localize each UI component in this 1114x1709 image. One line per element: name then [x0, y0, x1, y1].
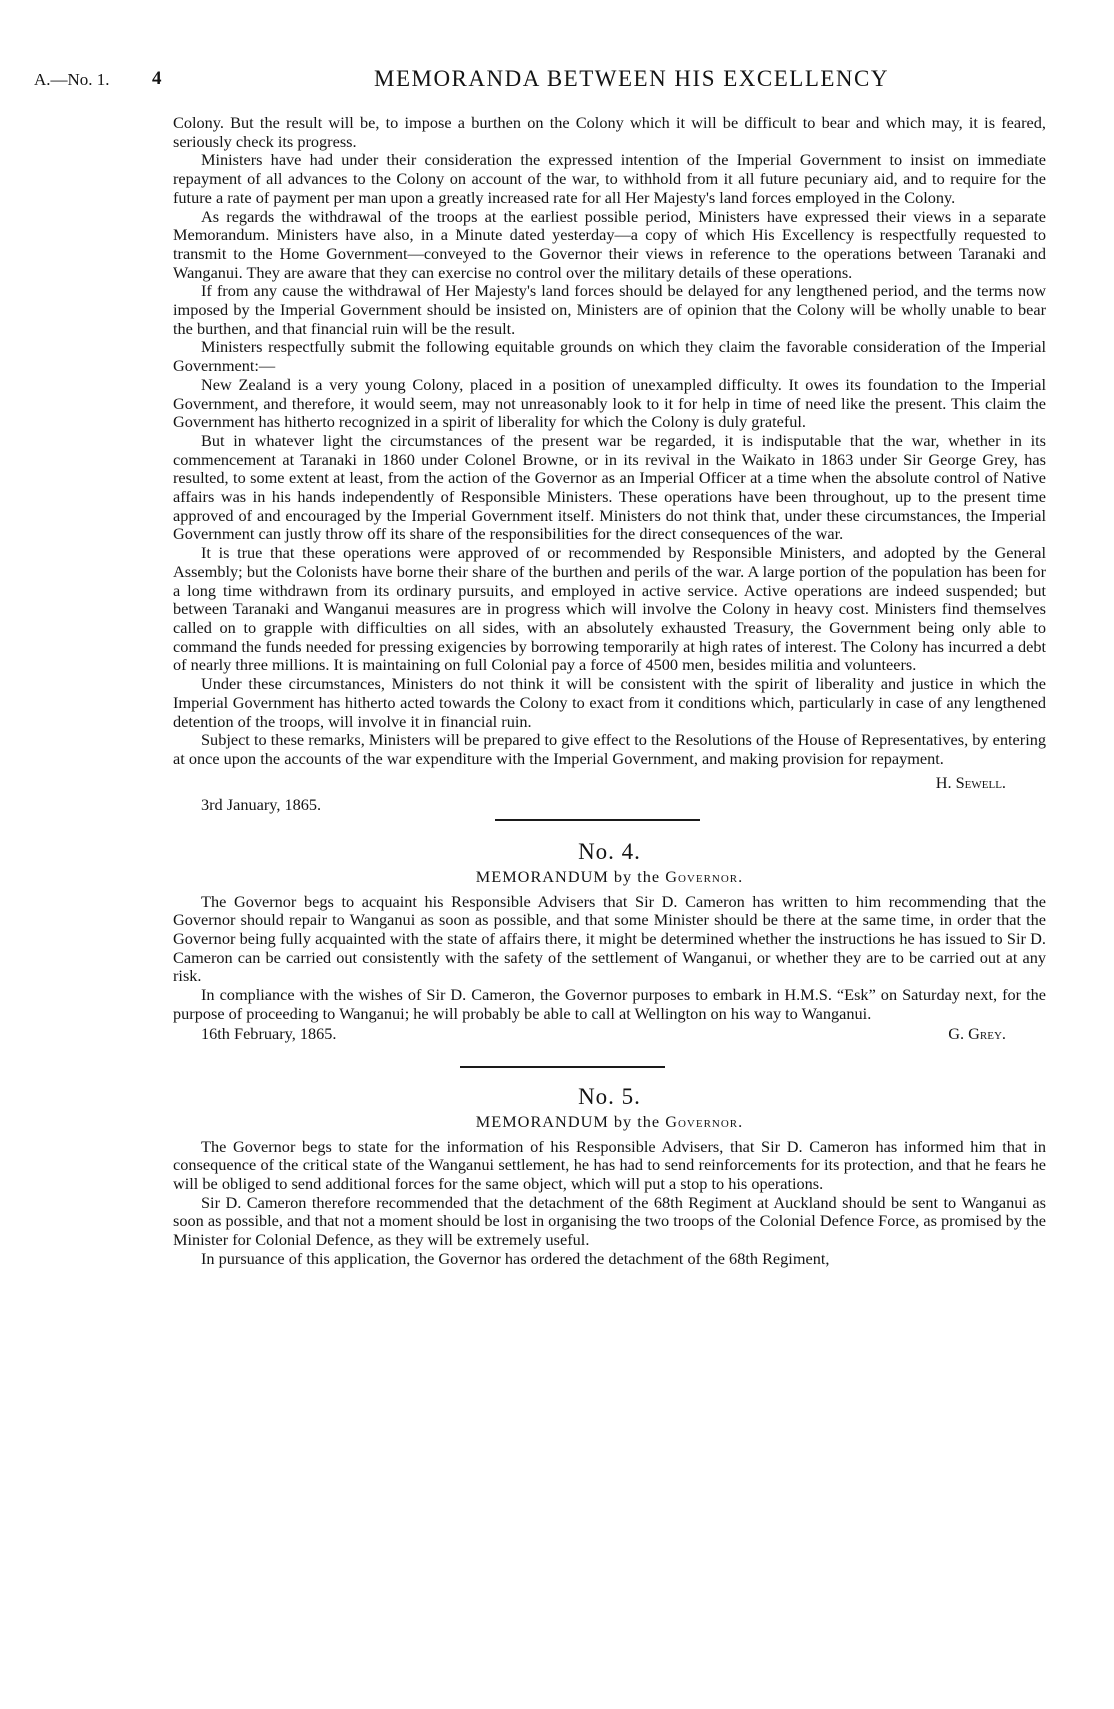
memorandum-title: [173, 867, 1046, 887]
date-signature-row: [173, 1024, 1046, 1044]
body-paragraph: The Governor begs to state for the information of his Responsible Advisers, that Sir D. Cameron has informed him that in consequence of the critical state of the Wanganui settlement, he has had to send reinforcements for its protection, and that he fears he will be obliged to send additional forces for the same object, which will put a stop to his operations.: [173, 1136, 1046, 1193]
memorandum-no-5: [173, 1082, 1046, 1269]
memorandum-number: No. 5.: [578, 1083, 641, 1109]
memo-date: 3rd January, 1865.: [201, 794, 322, 814]
body-paragraph: Under these circumstances, Ministers do not think it will be consistent with the spirit of liberality and justice in which the Imperial Government has hitherto acted towards the Colony to exact from it conditions which, particularly in case of any lengthened detention of the troops, will involve it in financial ruin.: [173, 674, 1046, 731]
body-paragraph: Sir D. Cameron therefore recommended that the detachment of the 68th Regiment at Auckland should be sent to Wanganui as soon as possible, and that not a moment should be lost in organising the two troops of the Colonial Defence Force, as promised by the Minister for Colonial Defence, as they will be extremely useful.: [173, 1192, 1046, 1250]
memorandum-title-prefix: MEMORANDUM by the: [475, 1111, 661, 1131]
memorandum-no-4: [173, 837, 1046, 1068]
body-paragraph: In compliance with the wishes of Sir D. Cameron, the Governor purposes to embark in H.M.S. “Esk” on Saturday next, for the purpose of proceeding to Wanganui; he will probably be able to call at Wellington on his way to Wanganui.: [173, 985, 1046, 1023]
signature: G. Grey.: [948, 1023, 1006, 1043]
memorandum-title-author: Governor.: [665, 1111, 744, 1131]
running-title: MEMORANDA BETWEEN HIS EXCELLENCY: [374, 66, 889, 91]
memorandum-title-author: Governor.: [665, 866, 744, 886]
body-paragraph: New Zealand is a very young Colony, placed in a position of unexampled difficulty. It owes its foundation to the Imperial Government, and therefore, it would seem, may not unreasonably look to it for help in time of need like the present. This claim the Government has hitherto recognized in a spirit of liberality for which the Colony is duly grateful.: [173, 374, 1046, 432]
signature: H. Sewell.: [935, 772, 1006, 792]
memorandum-title-prefix: MEMORANDUM by the: [475, 866, 661, 886]
body-paragraph: As regards the withdrawal of the troops at the earliest possible period, Ministers have expressed their views in a separate Memorandum. Ministers have also, in a Minute dated yesterday—a copy of which His Excellency is respectfully requested to transmit to the Home Government—conveyed to the Governor their views in reference to the operations between Taranaki and Wanganui. They are aware that they can exercise no control over the military details of these operations.: [173, 206, 1046, 282]
body-paragraph: If from any cause the withdrawal of Her Majesty's land forces should be delayed for any lengthened period, and the terms now imposed by the Imperial Government should be insisted on, Ministers are of opinion that the Colony will be wholly unable to bear the burthen, and that financial ruin will be the result.: [173, 281, 1046, 338]
memorandum-number: No. 4.: [578, 838, 641, 864]
signature-block: [173, 773, 1046, 823]
memorandum-title: [173, 1112, 1046, 1132]
page-body: [173, 114, 1046, 1268]
section-divider: [495, 819, 700, 821]
memo-date: 16th February, 1865.: [201, 1023, 337, 1043]
body-paragraph: In pursuance of this application, the Governor has ordered the detachment of the 68th Regiment,: [201, 1248, 830, 1268]
document-reference: A.—No. 1.: [34, 70, 110, 89]
body-paragraph: Subject to these remarks, Ministers will be prepared to give effect to the Resolutions of the House of Representatives, by entering at once upon the accounts of the war expenditure with the Imperial Government, and making provision for repayment.: [173, 730, 1046, 768]
page-number: 4: [152, 68, 162, 89]
memorandum-no-3-continuation: [173, 114, 1046, 823]
body-paragraph: It is true that these operations were approved of or recommended by Responsible Ministers, and adopted by the General Assembly; but the Colonists have borne their share of the burthen and perils of the war. A large portion of the population has been for a long time withdrawn from its ordinary pursuits, and employed in active service. Active operations are indeed suspended; but between Taranaki and Wanganui measures are in progress which will involve the Colony in heavy cost. Ministers find themselves called on to grapple with difficulties on all sides, with an absolutely exhausted Treasury, the Government being only able to command the funds needed for pressing exigencies by borrowing temporarily at high rates of interest. The Colony has incurred a debt of nearly three millions. It is maintaining on full Colonial pay a force of 4500 men, besides militia and volunteers.: [173, 543, 1046, 675]
body-paragraph: The Governor begs to acquaint his Responsible Advisers that Sir D. Cameron has written to him recommending that the Governor should repair to Wanganui as soon as possible, and that some Minister should be there at the same time, in order that the Governor being fully acquainted with the state of affairs there, it might be determined whether the instructions he has issued to Sir D. Cameron can be carried out consistently with the safety of the settlement of Wanganui, or whether they are to be carried out at any risk.: [173, 891, 1046, 986]
body-paragraph: Ministers have had under their consideration the expressed intention of the Imperial Government to insist on immediate repayment of all advances to the Colony on account of the war, to withhold from it all future pecuniary aid, and to require for the future a rate of payment per man upon a greatly increased rate for all Her Majesty's land forces employed in the Colony.: [173, 150, 1046, 207]
body-paragraph: But in whatever light the circumstances of the present war be regarded, it is indisputable that the war, whether in its commencement at Taranaki in 1860 under Colonel Browne, or in its revival in the Waikato in 1863 under Sir George Grey, has resulted, to some extent at least, from the action of the Governor as an Imperial Officer at a time when the absolute control of Native affairs was in his hands independently of Responsible Ministers. These operations have been throughout, up to the present time approved of and encouraged by the Imperial Government itself. Ministers do not think that, under these circumstances, the Imperial Government can justly throw off its share of the responsibilities for the direct consequences of the war.: [173, 430, 1046, 544]
body-paragraph: Ministers respectfully submit the following equitable grounds on which they claim the favorable consideration of the Imperial Government:—: [173, 337, 1046, 376]
body-paragraph: Colony. But the result will be, to impose a burthen on the Colony which it will be difficult to bear and which may, it is feared, seriously check its progress.: [173, 113, 1046, 151]
page-header: [34, 66, 1054, 100]
section-divider: [460, 1066, 665, 1068]
